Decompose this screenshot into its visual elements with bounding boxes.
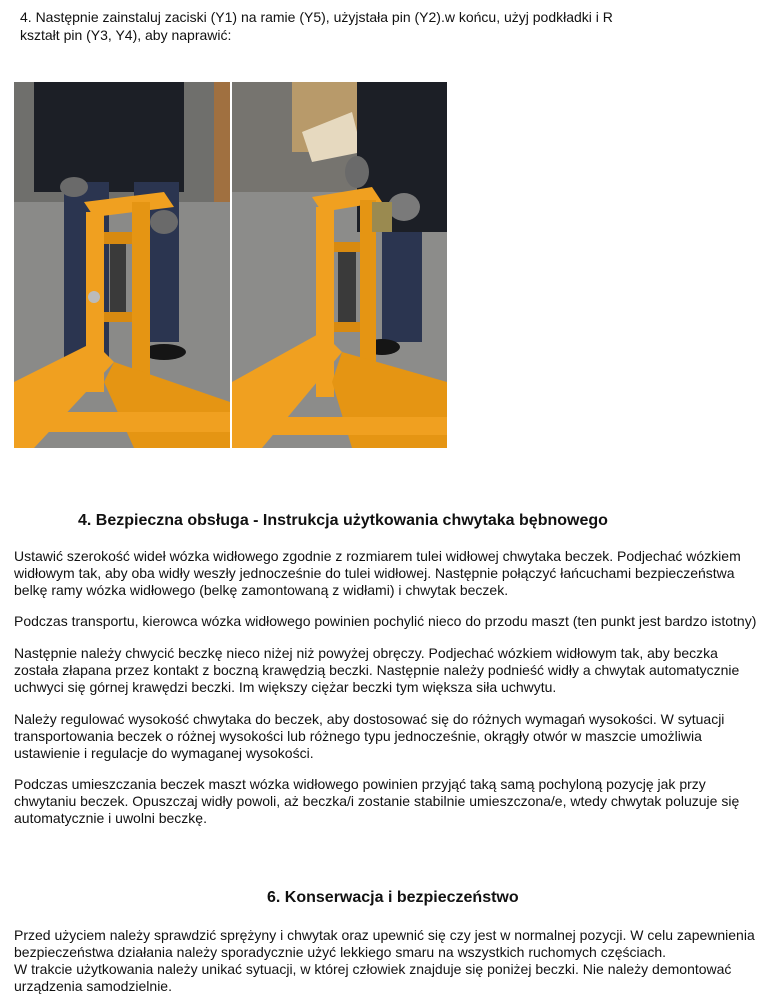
installation-photo-left [14,82,230,448]
installation-photo-right [232,82,447,448]
section-4-paragraph-2: Podczas transportu, kierowca wózka widłowego powinien pochylić nieco do przodu maszt (ten punkt jest bardzo istotny) [14,613,757,629]
section-6-paragraph-2: W trakcie użytkowania należy unikać sytuacji, w której człowiek znajduje się poniżej beczki. Nie należy demontować urządzenia samodzielnie. [14,961,732,994]
section-4-paragraph-5: Podczas umieszczania beczek maszt wózka widłowego powinien przyjąć taką samą pochyloną pozycję jak przy chwytaniu beczek. Opuszczaj widły powoli, aż beczka/i zostanie stabilnie umieszczona/e, wtedy chwytak poluzuje się automatycznie i uwolni beczkę. [14,776,740,826]
section-4-paragraph-3: Następnie należy chwycić beczkę nieco niżej niż powyżej obręczy. Podjechać wózkiem widłowym tak, aby beczka została złapana przez kontakt z boczną krawędzią beczki. Następnie należy podnieść widły a chwytak automatycznie uchwyci się górnej krawędzi beczki. Im większy ciężar beczki tym większa siła uchwytu. [14,645,740,695]
intro-line-1: 4. Następnie zainstaluj zaciski (Y1) na ramie (Y5), użyjstała pin (Y2).w końcu, użyj podkładki i R [20,9,613,25]
section-6-paragraph-1: Przed użyciem należy sprawdzić sprężyny i chwytak oraz upewnić się czy jest w normalnej pozycji. W celu zapewnienia bezpieczeństwa działania należy sporadycznie użyć lekkiego smaru na wszystkich ruchomych częściach. [14,927,755,960]
section-4-title: 4. Bezpieczna obsługa - Instrukcja użytkowania chwytaka bębnowego [78,512,608,529]
section-6-title: 6. Konserwacja i bezpieczeństwo [267,889,519,906]
section-4-paragraph-4: Należy regulować wysokość chwytaka do beczek, aby dostosować się do różnych wymagań wysokości. W sytuacji transportowania beczek o różnej wysokości lub różnego typu jednocześnie, okrągły otwór w maszcie umożliwia ustawienie i regulacje do wymaganej wysokości. [14,711,725,761]
section-4-paragraph-1: Ustawić szerokość wideł wózka widłowego zgodnie z rozmiarem tulei widłowej chwytaka beczek. Podjechać wózkiem widłowym tak, aby oba widły weszły jednocześnie do tulei widłowej. Następnie połączyć łańcuchami bezpieczeństwa belkę ramy wózka widłowego (belkę zamontowaną z widłami) i chwytak beczek. [14,548,741,598]
intro-line-2: kształt pin (Y3, Y4), aby naprawić: [20,27,232,43]
intro-text [20,8,760,44]
